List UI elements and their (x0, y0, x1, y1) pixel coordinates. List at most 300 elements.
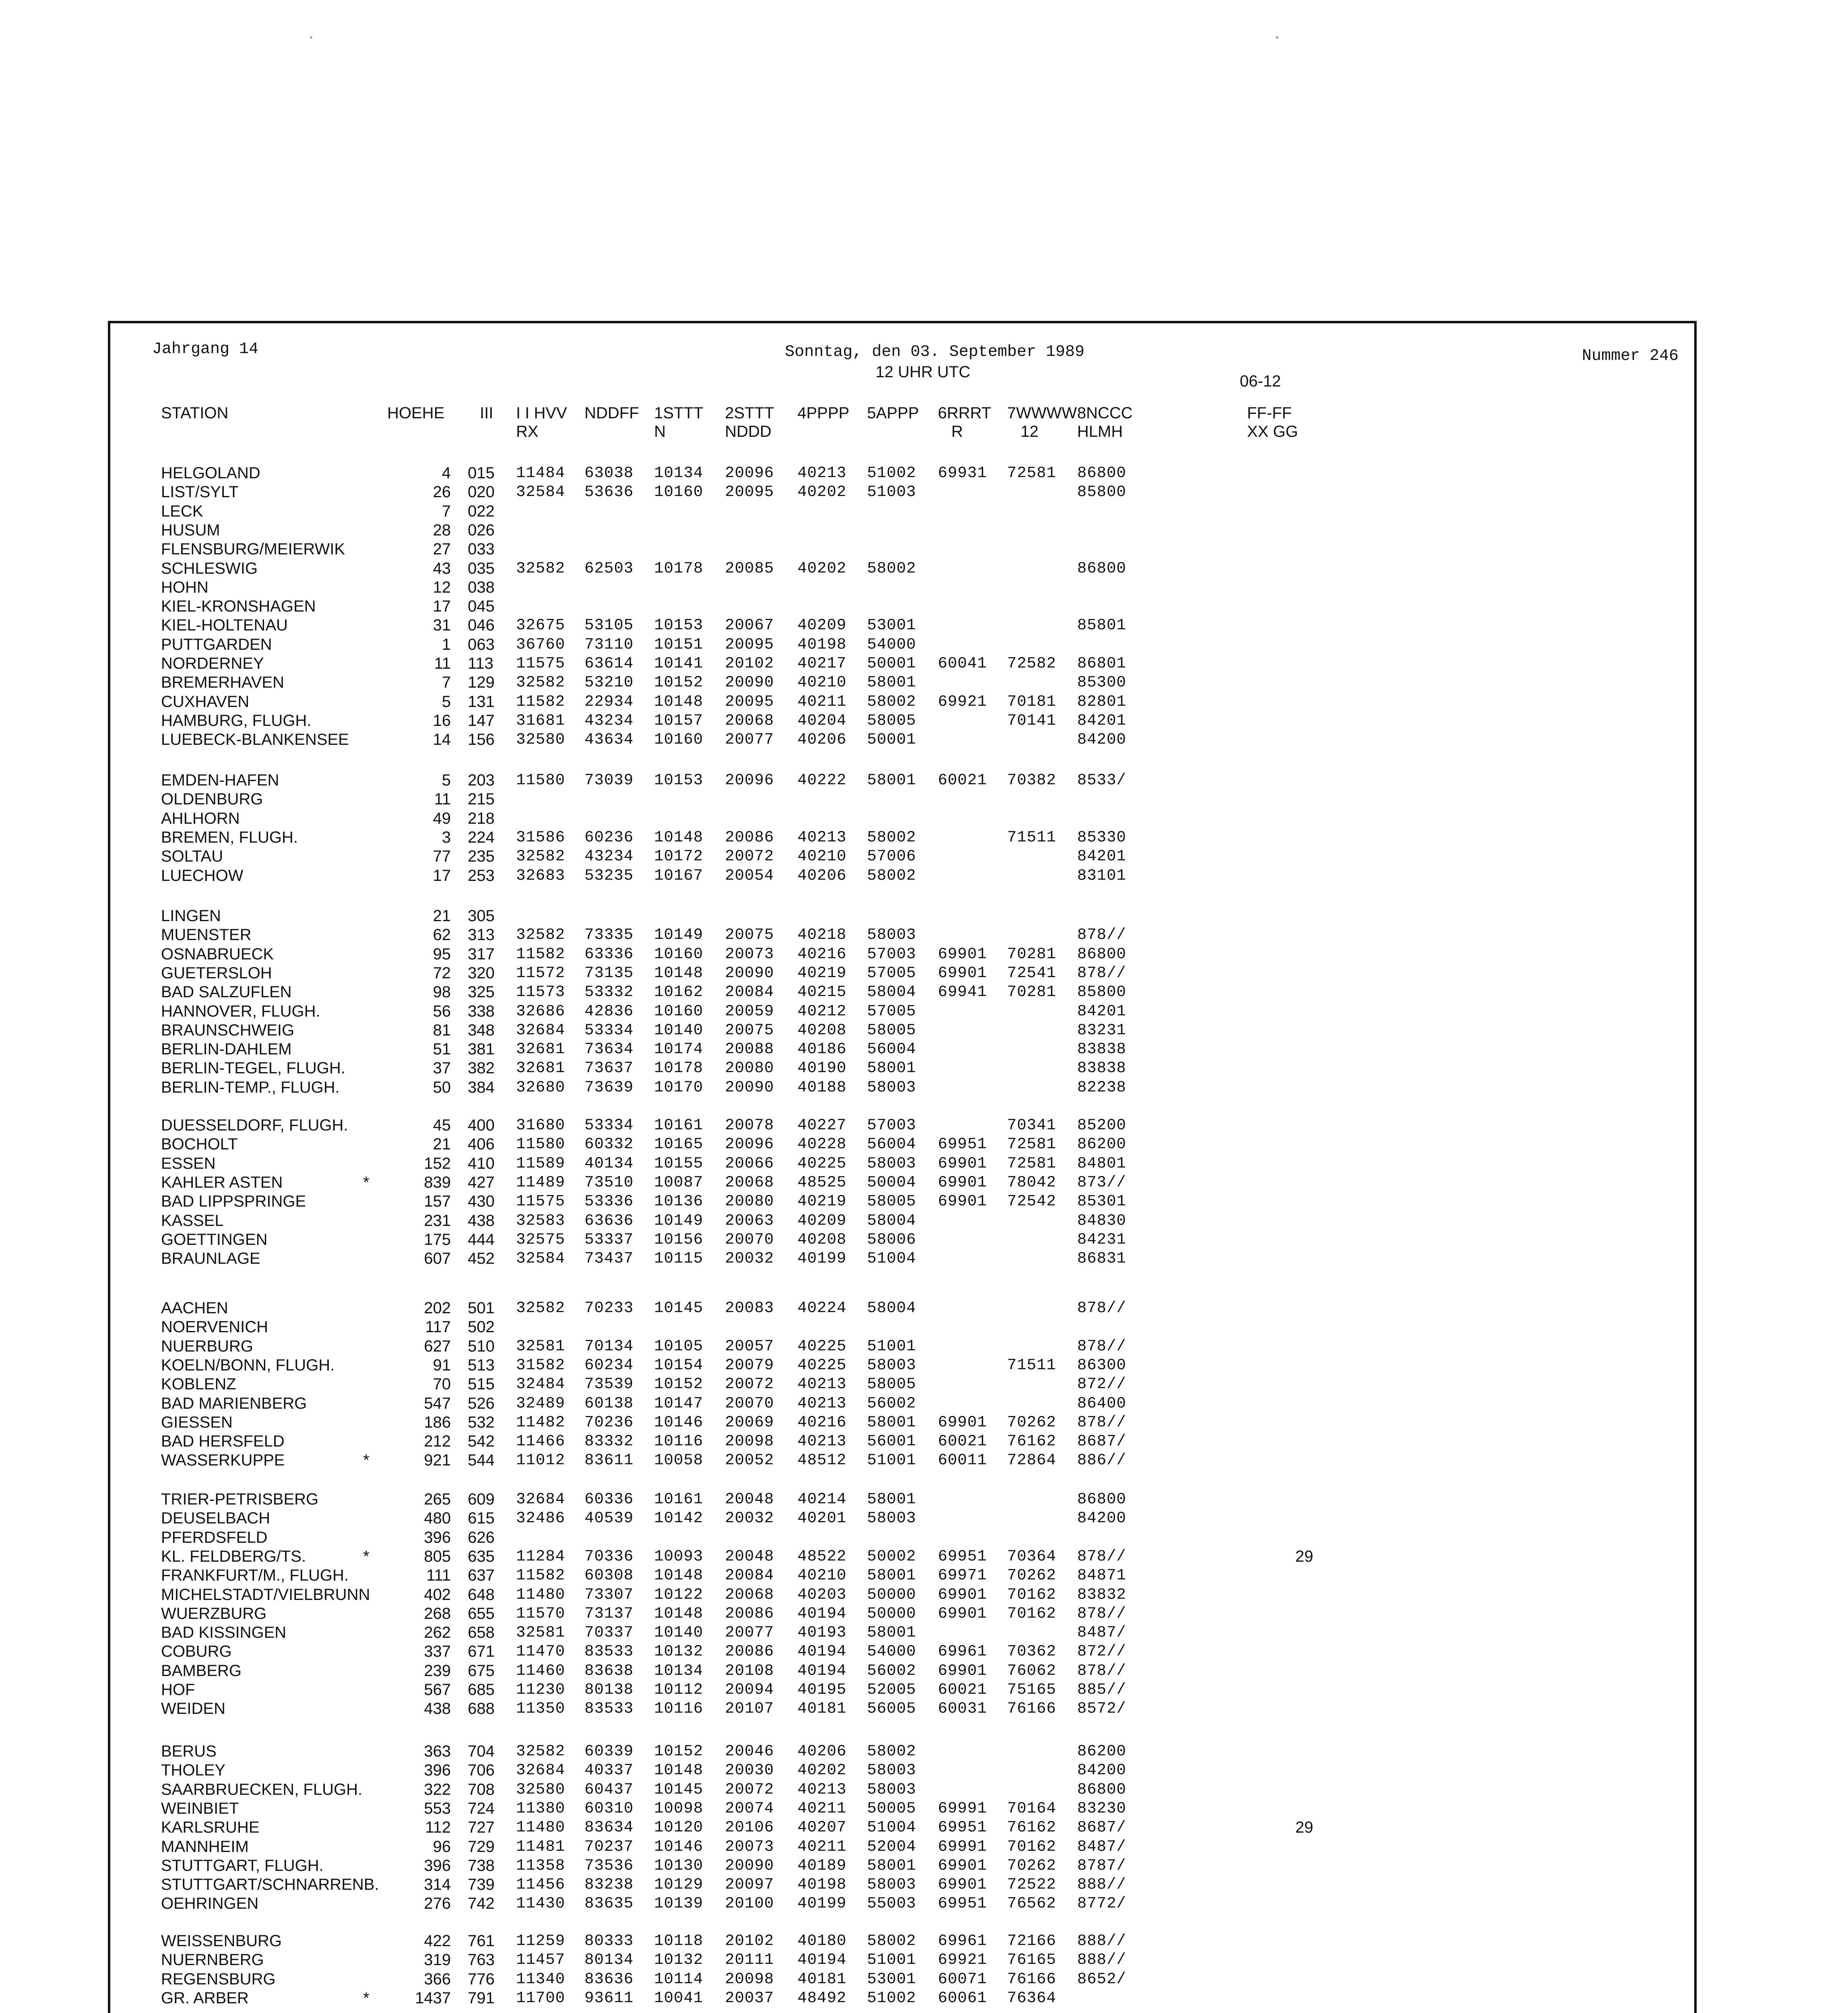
group-4pppp: 40199 (797, 1895, 847, 1913)
table-row (0, 1875, 1848, 1894)
station-number: 542 (468, 1432, 495, 1451)
group-2sttt: 20090 (725, 1078, 774, 1096)
station-number: 203 (468, 771, 495, 789)
group-hvv: 32582 (516, 1742, 566, 1760)
group-nddff: 53105 (584, 616, 634, 634)
station-number: 218 (468, 809, 495, 827)
group-1sttt: 10160 (654, 483, 704, 501)
table-row (0, 673, 1848, 692)
station-number: 444 (468, 1230, 495, 1248)
station-number: 406 (468, 1135, 495, 1153)
group-1sttt: 10134 (654, 1662, 704, 1680)
group-4pppp: 40225 (797, 1154, 847, 1172)
group-2sttt: 20100 (725, 1895, 774, 1913)
height-value: 607 (424, 1250, 451, 1268)
group-8nccc: 888// (1077, 1932, 1127, 1950)
table-row (0, 1002, 1848, 1021)
station-name: WASSERKUPPE (161, 1451, 285, 1469)
station-name: KOELN/BONN, FLUGH. (161, 1356, 335, 1374)
group-4pppp: 40199 (797, 1250, 847, 1268)
group-1sttt: 10140 (654, 1021, 704, 1039)
group-nddff: 83533 (584, 1700, 634, 1718)
table-row (0, 1249, 1848, 1268)
group-nddff: 83636 (584, 1970, 634, 1988)
group-6rrrt: 69901 (938, 964, 987, 982)
height-value: 363 (424, 1742, 451, 1760)
station-number: 615 (468, 1509, 495, 1527)
group-4pppp: 40228 (797, 1135, 847, 1153)
group-hvv: 11582 (516, 1567, 566, 1585)
height-value: 152 (424, 1154, 451, 1172)
group-2sttt: 20063 (725, 1211, 774, 1230)
station-number: 131 (468, 692, 495, 711)
group-8nccc: 85800 (1077, 983, 1127, 1001)
group-5appp: 58003 (867, 1154, 917, 1172)
station-name: ESSEN (161, 1154, 216, 1172)
height-value: 37 (433, 1059, 451, 1077)
group-1sttt: 10147 (654, 1394, 704, 1412)
group-nddff: 40134 (584, 1154, 634, 1172)
group-4pppp: 40213 (797, 1780, 847, 1798)
group-6rrrt: 69951 (938, 1547, 987, 1565)
group-hvv: 11457 (516, 1951, 566, 1969)
height-value: 319 (424, 1951, 451, 1969)
group-4pppp: 40216 (797, 1413, 847, 1431)
group-nddff: 70237 (584, 1837, 634, 1856)
station-name: LECK (161, 502, 203, 520)
group-hvv: 11284 (516, 1547, 566, 1565)
height-value: 49 (433, 809, 451, 827)
group-5appp: 58001 (867, 1490, 917, 1508)
group-1sttt: 10148 (654, 692, 704, 711)
group-nddff: 53332 (584, 983, 634, 1001)
group-nddff: 73539 (584, 1375, 634, 1393)
group-2sttt: 20074 (725, 1799, 774, 1817)
station-number: 648 (468, 1585, 495, 1604)
group-7wwww: 75165 (1007, 1681, 1057, 1699)
group-5appp: 58002 (867, 1742, 917, 1760)
group-8nccc: 84200 (1077, 731, 1127, 749)
group-4pppp: 40207 (797, 1819, 847, 1837)
station-number: 708 (468, 1780, 495, 1798)
group-4pppp: 48512 (797, 1451, 847, 1469)
height-value: 186 (424, 1413, 451, 1431)
group-6rrrt: 69961 (938, 1932, 987, 1950)
group-hvv: 32582 (516, 847, 566, 866)
station-number: 452 (468, 1250, 495, 1268)
group-4pppp: 40211 (797, 1837, 847, 1856)
group-6rrrt: 60021 (938, 1681, 987, 1699)
group-7wwww: 70382 (1007, 771, 1057, 789)
group-8nccc: 83101 (1077, 866, 1127, 885)
group-6rrrt: 69901 (938, 1876, 987, 1894)
group-5appp: 51001 (867, 1337, 917, 1355)
group-4pppp: 40189 (797, 1856, 847, 1875)
group-nddff: 42836 (584, 1002, 634, 1020)
height-value: 366 (424, 1970, 451, 1988)
group-7wwww: 76062 (1007, 1662, 1057, 1680)
group-nddff: 60236 (584, 828, 634, 846)
group-5appp: 57005 (867, 964, 917, 982)
group-hvv: 32584 (516, 483, 566, 501)
station-name: HOHN (161, 578, 209, 596)
group-1sttt: 10149 (654, 1211, 704, 1230)
group-8nccc: 85301 (1077, 1193, 1127, 1211)
group-nddff: 53636 (584, 483, 634, 501)
group-8nccc: 8487/ (1077, 1624, 1127, 1642)
header-6rrrt: 6RRRT R (938, 404, 991, 440)
station-number: 129 (468, 674, 495, 692)
group-7wwww: 70162 (1007, 1585, 1057, 1604)
group-2sttt: 20096 (725, 464, 774, 482)
header-5appp: 5APPP (867, 404, 919, 422)
group-1sttt: 10174 (654, 1040, 704, 1058)
group-2sttt: 20097 (725, 1876, 774, 1894)
group-hvv: 36760 (516, 635, 566, 653)
group-5appp: 58003 (867, 926, 917, 944)
station-name: WEINBIET (161, 1799, 239, 1817)
group-6rrrt: 69901 (938, 1604, 987, 1622)
group-7wwww: 72581 (1007, 1135, 1057, 1153)
group-hvv: 31582 (516, 1356, 566, 1374)
group-2sttt: 20078 (725, 1116, 774, 1134)
group-nddff: 93611 (584, 1989, 634, 2007)
station-name: COBURG (161, 1643, 232, 1661)
station-number: 438 (468, 1211, 495, 1230)
group-hvv: 32684 (516, 1761, 566, 1779)
group-7wwww: 71511 (1007, 1356, 1057, 1374)
group-1sttt: 10130 (654, 1856, 704, 1875)
group-5appp: 57006 (867, 847, 917, 866)
group-8nccc: 8772/ (1077, 1895, 1127, 1913)
group-2sttt: 20068 (725, 1173, 774, 1191)
table-row (0, 540, 1848, 559)
scan-speck (310, 36, 312, 39)
group-1sttt: 10058 (654, 1451, 704, 1469)
height-value: 27 (433, 540, 451, 558)
group-2sttt: 20095 (725, 692, 774, 711)
group-5appp: 50002 (867, 1547, 917, 1565)
height-value: 17 (433, 866, 451, 885)
station-name: TRIER-PETRISBERG (161, 1490, 319, 1508)
height-value: 553 (424, 1799, 451, 1817)
group-hvv: 32581 (516, 1624, 566, 1642)
station-name: OSNABRUECK (161, 945, 274, 963)
group-1sttt: 10118 (654, 1932, 704, 1950)
group-4pppp: 40210 (797, 1567, 847, 1585)
group-5appp: 58005 (867, 1375, 917, 1393)
table-row (0, 1192, 1848, 1211)
group-6rrrt: 60021 (938, 771, 987, 789)
group-hvv: 32580 (516, 1780, 566, 1798)
station-name: WEISSENBURG (161, 1932, 282, 1950)
group-8nccc: 86800 (1077, 945, 1127, 963)
group-4pppp: 40202 (797, 483, 847, 501)
group-hvv: 11380 (516, 1799, 566, 1817)
table-row (0, 692, 1848, 711)
station-name: SOLTAU (161, 847, 223, 866)
table-row (0, 1040, 1848, 1059)
group-5appp: 50005 (867, 1799, 917, 1817)
group-4pppp: 40208 (797, 1021, 847, 1039)
group-2sttt: 20080 (725, 1059, 774, 1077)
station-name: OEHRINGEN (161, 1895, 259, 1913)
height-value: 72 (433, 964, 451, 982)
group-2sttt: 20096 (725, 771, 774, 789)
table-row (0, 730, 1848, 749)
group-1sttt: 10134 (654, 464, 704, 482)
table-row (0, 1837, 1848, 1856)
station-name: KIEL-KRONSHAGEN (161, 597, 316, 616)
group-1sttt: 10112 (654, 1681, 704, 1699)
group-hvv: 11575 (516, 1193, 566, 1211)
height-value: 7 (442, 674, 451, 692)
group-4pppp: 40211 (797, 1799, 847, 1817)
group-5appp: 53001 (867, 1970, 917, 1988)
group-8nccc: 85801 (1077, 616, 1127, 634)
group-nddff: 70134 (584, 1337, 634, 1355)
group-2sttt: 20073 (725, 945, 774, 963)
group-2sttt: 20086 (725, 1604, 774, 1622)
station-name: BRAUNLAGE (161, 1250, 260, 1268)
height-value: 45 (433, 1116, 451, 1134)
group-2sttt: 20032 (725, 1250, 774, 1268)
header-nddff: NDDFF (584, 404, 639, 422)
group-7wwww: 70164 (1007, 1799, 1057, 1817)
table-row (0, 1856, 1848, 1875)
group-8nccc: 8572/ (1077, 1700, 1127, 1718)
group-2sttt: 20072 (725, 1375, 774, 1393)
group-nddff: 73039 (584, 771, 634, 789)
group-nddff: 63636 (584, 1211, 634, 1230)
group-4pppp: 40180 (797, 1932, 847, 1950)
group-4pppp: 40216 (797, 945, 847, 963)
group-nddff: 70233 (584, 1299, 634, 1317)
group-8nccc: 83838 (1077, 1059, 1127, 1077)
station-number: 675 (468, 1662, 495, 1680)
group-5appp: 54000 (867, 635, 917, 653)
group-hvv: 11580 (516, 771, 566, 789)
table-row (0, 521, 1848, 540)
group-5appp: 51001 (867, 1451, 917, 1469)
group-7wwww: 76166 (1007, 1970, 1057, 1988)
height-value: 805 (424, 1547, 451, 1565)
group-7wwww: 72542 (1007, 1193, 1057, 1211)
group-2sttt: 20048 (725, 1490, 774, 1508)
station-name: BOCHOLT (161, 1135, 238, 1153)
height-value: 11 (434, 655, 451, 672)
group-1sttt: 10140 (654, 1624, 704, 1642)
station-name: MANNHEIM (161, 1837, 249, 1856)
group-hvv: 32681 (516, 1059, 566, 1077)
group-5appp: 51004 (867, 1250, 917, 1268)
station-number: 626 (468, 1528, 495, 1546)
group-nddff: 60310 (584, 1799, 634, 1817)
group-6rrrt: 69901 (938, 945, 987, 963)
group-2sttt: 20077 (725, 731, 774, 749)
group-1sttt: 10145 (654, 1780, 704, 1798)
group-hvv: 11580 (516, 1135, 566, 1153)
group-1sttt: 10152 (654, 1742, 704, 1760)
height-value: 396 (424, 1761, 451, 1779)
station-number: 526 (468, 1394, 495, 1412)
station-number: 513 (468, 1356, 495, 1374)
height-value: 921 (424, 1451, 451, 1469)
station-number: 156 (468, 731, 495, 749)
group-5appp: 58005 (867, 711, 917, 730)
group-8nccc: 84231 (1077, 1230, 1127, 1248)
group-nddff: 73510 (584, 1173, 634, 1191)
group-1sttt: 10148 (654, 964, 704, 982)
group-1sttt: 10160 (654, 1002, 704, 1020)
group-1sttt: 10149 (654, 926, 704, 944)
group-6rrrt: 69901 (938, 1413, 987, 1431)
height-value: 77 (433, 847, 451, 866)
group-4pppp: 40194 (797, 1951, 847, 1969)
table-row (0, 635, 1848, 654)
station-name: AHLHORN (161, 809, 240, 827)
group-8nccc: 83832 (1077, 1585, 1127, 1604)
group-5appp: 58002 (867, 828, 917, 846)
table-row (0, 790, 1848, 809)
table-row (0, 771, 1848, 790)
group-4pppp: 40206 (797, 1742, 847, 1760)
group-8nccc: 8487/ (1077, 1837, 1127, 1856)
group-8nccc: 872// (1077, 1375, 1127, 1393)
group-5appp: 51002 (867, 464, 917, 482)
group-6rrrt: 60071 (938, 1970, 987, 1988)
bergstation-marker: * (363, 1547, 370, 1565)
group-5appp: 58003 (867, 1876, 917, 1894)
group-5appp: 58002 (867, 559, 917, 577)
group-nddff: 73307 (584, 1585, 634, 1604)
group-2sttt: 20080 (725, 1193, 774, 1211)
group-4pppp: 40188 (797, 1078, 847, 1096)
group-8nccc: 86800 (1077, 559, 1127, 577)
station-name: BREMEN, FLUGH. (161, 828, 298, 846)
height-value: 95 (433, 945, 451, 963)
group-1sttt: 10148 (654, 1761, 704, 1779)
group-7wwww: 70162 (1007, 1837, 1057, 1856)
group-nddff: 43234 (584, 847, 634, 866)
group-6rrrt: 69961 (938, 1643, 987, 1661)
group-5appp: 58003 (867, 1780, 917, 1798)
height-value: 1 (442, 635, 451, 653)
table-row (0, 1742, 1848, 1761)
group-hvv: 11582 (516, 945, 566, 963)
group-1sttt: 10148 (654, 1567, 704, 1585)
group-5appp: 56004 (867, 1040, 917, 1058)
group-5appp: 58001 (867, 1413, 917, 1431)
group-2sttt: 20098 (725, 1432, 774, 1451)
group-5appp: 53001 (867, 616, 917, 634)
group-nddff: 83238 (584, 1876, 634, 1894)
group-1sttt: 10146 (654, 1413, 704, 1431)
group-4pppp: 40195 (797, 1681, 847, 1699)
group-hvv: 32584 (516, 1250, 566, 1268)
group-1sttt: 10116 (654, 1700, 704, 1718)
group-4pppp: 40209 (797, 1211, 847, 1230)
group-nddff: 83638 (584, 1662, 634, 1680)
group-7wwww: 72581 (1007, 1154, 1057, 1172)
height-value: 17 (433, 597, 451, 616)
group-2sttt: 20095 (725, 635, 774, 653)
height-value: 402 (424, 1585, 451, 1604)
header-iii: III (480, 404, 493, 422)
station-number: 381 (468, 1040, 495, 1058)
header-station: STATION (161, 404, 229, 422)
station-number: 688 (468, 1700, 495, 1718)
group-hvv: 11700 (516, 1989, 566, 2007)
group-7wwww: 72864 (1007, 1451, 1057, 1469)
station-name: WEIDEN (161, 1700, 225, 1718)
group-5appp: 50000 (867, 1604, 917, 1622)
group-hvv: 32580 (516, 731, 566, 749)
group-7wwww: 72541 (1007, 964, 1057, 982)
group-2sttt: 20102 (725, 655, 774, 672)
table-row (0, 1394, 1848, 1413)
group-nddff: 70337 (584, 1624, 634, 1642)
group-4pppp: 40190 (797, 1059, 847, 1077)
table-row (0, 847, 1848, 866)
table-row (0, 1021, 1848, 1040)
group-5appp: 58002 (867, 1932, 917, 1950)
station-number: 033 (468, 540, 495, 558)
jahrgang-label: Jahrgang 14 (152, 340, 259, 358)
station-number: 671 (468, 1643, 495, 1661)
height-value: 396 (424, 1856, 451, 1875)
group-hvv: 32686 (516, 1002, 566, 1020)
group-8nccc: 888// (1077, 1876, 1127, 1894)
station-name: BREMERHAVEN (161, 674, 284, 692)
group-7wwww: 76162 (1007, 1819, 1057, 1837)
group-nddff: 73137 (584, 1604, 634, 1622)
group-2sttt: 20108 (725, 1662, 774, 1680)
group-hvv: 11570 (516, 1604, 566, 1622)
table-row (0, 1173, 1848, 1192)
group-7wwww: 76162 (1007, 1432, 1057, 1451)
height-value: 16 (433, 711, 451, 730)
group-nddff: 60339 (584, 1742, 634, 1760)
group-8nccc: 86800 (1077, 1780, 1127, 1798)
group-nddff: 43634 (584, 731, 634, 749)
station-number: 313 (468, 926, 495, 944)
group-1sttt: 10154 (654, 1356, 704, 1374)
group-7wwww: 70141 (1007, 711, 1057, 730)
group-nddff: 73536 (584, 1856, 634, 1875)
group-4pppp: 40194 (797, 1604, 847, 1622)
table-row (0, 1356, 1848, 1375)
group-8nccc: 83231 (1077, 1021, 1127, 1039)
group-6rrrt: 69931 (938, 464, 987, 482)
height-value: 11 (434, 790, 451, 808)
group-hvv: 11482 (516, 1413, 566, 1431)
station-name: LIST/SYLT (161, 483, 239, 501)
station-number: 727 (468, 1819, 495, 1837)
station-name: LUEBECK-BLANKENSEE (161, 731, 349, 749)
group-1sttt: 10041 (654, 1989, 704, 2007)
station-number: 502 (468, 1318, 495, 1336)
group-nddff: 80333 (584, 1932, 634, 1950)
group-4pppp: 40181 (797, 1970, 847, 1988)
group-nddff: 73634 (584, 1040, 634, 1058)
height-value: 112 (425, 1819, 451, 1837)
group-hvv: 11589 (516, 1154, 566, 1172)
group-nddff: 63038 (584, 464, 634, 482)
table-row (0, 1662, 1848, 1680)
group-2sttt: 20069 (725, 1413, 774, 1431)
group-1sttt: 10148 (654, 828, 704, 846)
